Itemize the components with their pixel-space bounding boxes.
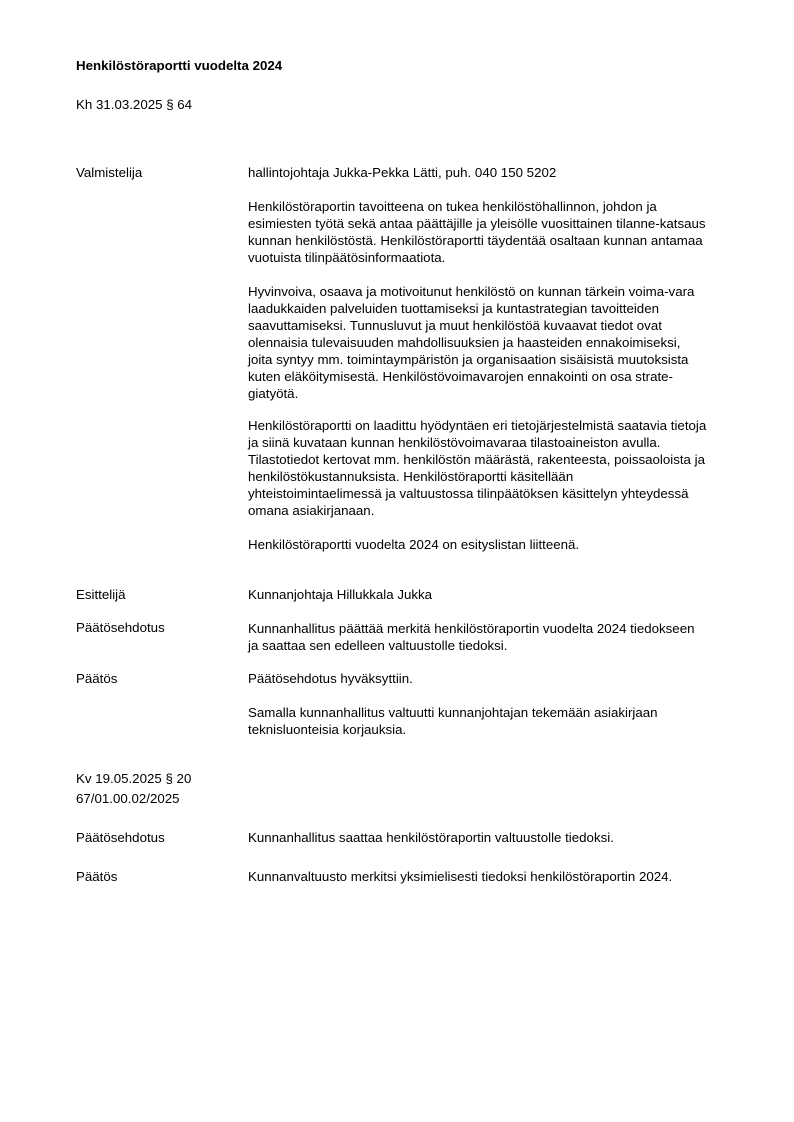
paragraph-line: saavuttamiseksi. Tunnusluvut ja muut henkilöstöä kuvaavat tiedot ovat [248,318,662,333]
kh-paatosehdotus-label: Päätösehdotus [76,620,165,635]
paatos-note-line: Samalla kunnanhallitus valtuutti kunnanjohtajan tekemään asiakirjaan [248,705,658,720]
esittelija-label: Esittelijä [76,587,126,602]
valmistelija-label: Valmistelija [76,165,143,180]
paatosehdotus-line: Kunnanhallitus päättää merkitä henkilöstöraportin vuodelta 2024 tiedokseen [248,621,695,636]
kv-paatos-value: Kunnanvaltuusto merkitsi yksimielisesti tiedoksi henkilöstöraportin 2024. [248,869,673,884]
paragraph-line: joita syntyy mm. toimintaympäristön ja organisaation sisäisistä muutoksista [248,352,689,367]
esittelija-value: Kunnanjohtaja Hillukkala Jukka [248,587,433,602]
paragraph-line: henkilöstökustannuksista. Henkilöstöraportti käsitellään [248,469,574,484]
paragraph-line: ja siinä kuvataan kunnan henkilöstövoimavaraa tilastoaineiston avulla. [248,435,661,450]
paatosehdotus-line: ja saattaa sen edelleen valtuustolle tiedoksi. [248,638,508,653]
paragraph-line: laadukkaiden palveluiden tuottamiseksi ja kuntastrategian tavoitteiden [248,301,659,316]
document-title: Henkilöstöraportti vuodelta 2024 [76,58,283,73]
kh-paatosehdotus-value [248,620,758,654]
paragraph-line: Tilastotiedot kertovat mm. henkilöstön määrästä, rakenteesta, poissaoloista ja [248,452,705,467]
kh-paatos-note [248,704,758,738]
paragraph-line: vuotuista tilinpäätösinformaatiota. [248,250,446,265]
paragraph-line: omana asiakirjanaan. [248,503,375,518]
paragraph-line: Henkilöstöraportti on laadittu hyödyntäen eri tietojärjestelmistä saatavia tietoja [248,418,707,433]
paragraph-line: kunnan henkilöstöstä. Henkilöstöraportti täydentää osaltaan kunnan antamaa [248,233,703,248]
paragraph-2 [248,283,758,402]
paragraph-line: esimiesten työtä sekä antaa päättäjille ja yleisölle vuosittainen tilanne-katsaus [248,216,706,231]
kv-paatos-label: Päätös [76,869,118,884]
paragraph-line: kuten eläköitymisestä. Henkilöstövoimavarojen ennakointi on osa strate- [248,369,673,384]
kh-reference: Kh 31.03.2025 § 64 [76,97,193,112]
diary-number: 67/01.00.02/2025 [76,791,180,806]
kh-paatos-label: Päätös [76,671,118,686]
paatos-note-line: teknisluonteisia korjauksia. [248,722,407,737]
paragraph-4 [248,536,758,553]
paragraph-line: giatyötä. [248,386,299,401]
paragraph-line: olennaisia tulevaisuuden mahdollisuuksien ja haasteiden ennakoimiseksi, [248,335,681,350]
paragraph-1 [248,198,758,266]
kv-paatosehdotus-value: Kunnanhallitus saattaa henkilöstöraportin valtuustolle tiedoksi. [248,830,614,845]
paragraph-3 [248,417,758,519]
valmistelija-value: hallintojohtaja Jukka-Pekka Lätti, puh. 040 150 5202 [248,165,557,180]
paragraph-line: Henkilöstöraportin tavoitteena on tukea henkilöstöhallinnon, johdon ja [248,199,657,214]
kh-paatos-value: Päätösehdotus hyväksyttiin. [248,671,413,686]
paragraph-line: Henkilöstöraportti vuodelta 2024 on esityslistan liitteenä. [248,537,580,552]
kv-reference: Kv 19.05.2025 § 20 [76,771,192,786]
paragraph-line: Hyvinvoiva, osaava ja motivoitunut henkilöstö on kunnan tärkein voima-vara [248,284,695,299]
paragraph-line: yhteistoimintaelimessä ja valtuustossa tilinpäätöksen käsittelyn yhteydessä [248,486,689,501]
kv-paatosehdotus-label: Päätösehdotus [76,830,165,845]
